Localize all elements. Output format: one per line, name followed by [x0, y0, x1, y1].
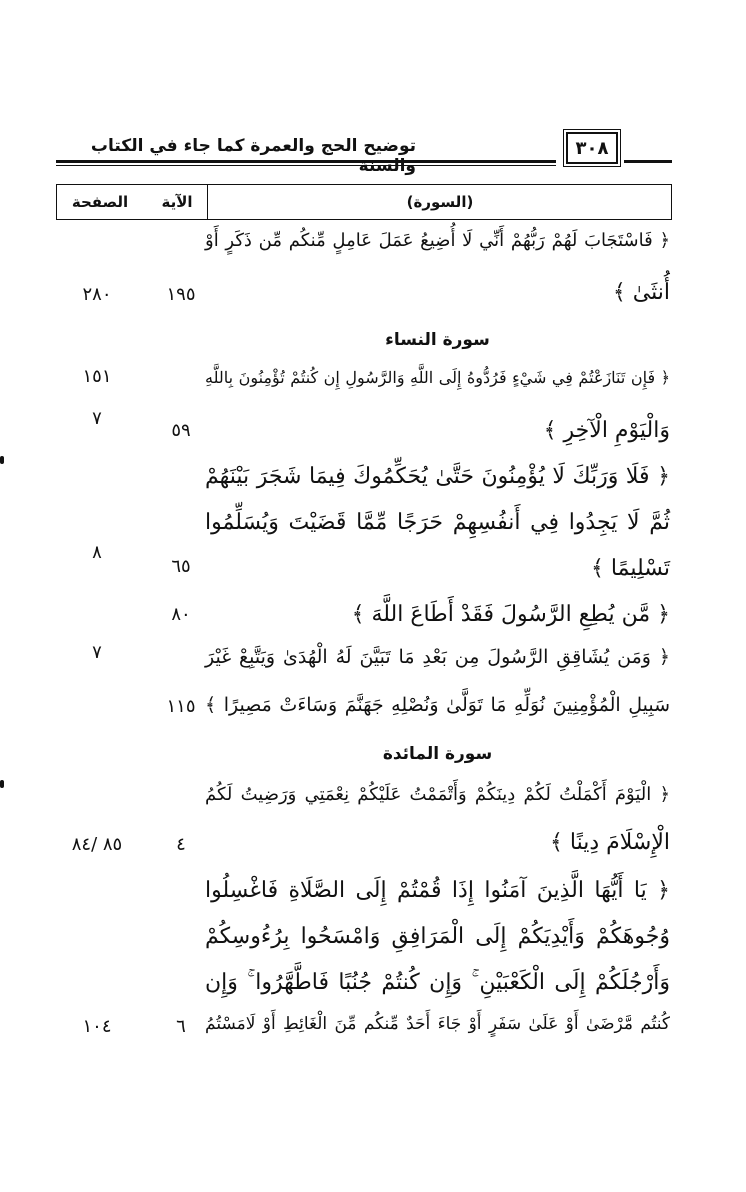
- ayah-number: ٨٠: [171, 604, 191, 625]
- verse-line: ﴿ فَإِن تَنَازَعْتُمْ فِي شَيْءٍ فَرُدُّوهُ إِلَى اللَّهِ وَالرَّسُولِ إِن كُنتُمْ تُؤْمِنُونَ بِاللَّهِ: [205, 368, 670, 387]
- ayah-number: ٤: [176, 834, 186, 855]
- running-header: [56, 132, 672, 176]
- verse-line: وَالْيَوْمِ الْآخِرِ ﴾: [543, 418, 670, 443]
- page-number: ٣٠٨: [566, 132, 618, 164]
- verse-line: ﴿ فَلَا وَرَبِّكَ لَا يُؤْمِنُونَ حَتَّىٰ يُحَكِّمُوكَ فِيمَا شَجَرَ بَيْنَهُمْ: [205, 464, 670, 489]
- ayah-number: ١٩٥: [166, 284, 196, 305]
- surah-column-heading: (السورة): [406, 193, 474, 211]
- verse-line: ﴿ فَاسْتَجَابَ لَهُمْ رَبُّهُمْ أَنِّي لَا أُضِيعُ عَمَلَ عَامِلٍ مِّنكُم مِّن ذَكَرٍ أَوْ: [205, 230, 670, 251]
- ayah-number: ٦٥: [171, 556, 191, 577]
- page-ref: ٨٥ /٨٤: [71, 834, 123, 855]
- ayah-column-heading: الآية: [161, 193, 193, 211]
- ayah-number: ٦: [176, 1016, 186, 1037]
- surah-title-maida: سورة المائدة: [382, 744, 493, 764]
- verse-line: الْإِسْلَامَ دِينًا ﴾: [550, 830, 670, 855]
- page-ref: ١٠٤: [82, 1016, 112, 1037]
- verse-line: ﴿ الْيَوْمَ أَكْمَلْتُ لَكُمْ دِينَكُمْ وَأَتْمَمْتُ عَلَيْكُمْ نِعْمَتِي وَرَضِيتُ لَكُمُ: [205, 784, 670, 805]
- scan-mark: [0, 780, 4, 788]
- verse-line: كُنتُم مَّرْضَىٰ أَوْ عَلَىٰ سَفَرٍ أَوْ جَاءَ أَحَدٌ مِّنكُم مِّنَ الْغَائِطِ أَوْ لَامَسْتُمُ: [205, 1014, 670, 1034]
- header-rule-right: [624, 160, 672, 163]
- page-ref: ٨: [92, 542, 102, 563]
- scan-mark: [0, 456, 4, 464]
- verse-line: ﴿ مَّن يُطِعِ الرَّسُولَ فَقَدْ أَطَاعَ اللَّهَ ﴾: [351, 602, 670, 627]
- verse-line: وُجُوهَكُمْ وَأَيْدِيَكُمْ إِلَى الْمَرَافِقِ وَامْسَحُوا بِرُءُوسِكُمْ: [205, 924, 670, 949]
- verse-line: سَبِيلِ الْمُؤْمِنِينَ نُوَلِّهِ مَا تَوَلَّىٰ وَنُصْلِهِ جَهَنَّمَ وَسَاءَتْ مَصِيرًا ﴾: [205, 694, 670, 716]
- ayah-number: ٥٩: [171, 420, 191, 441]
- page-ref: ٧: [92, 642, 102, 663]
- verse-line: ﴿ وَمَن يُشَاقِقِ الرَّسُولَ مِن بَعْدِ مَا تَبَيَّنَ لَهُ الْهُدَىٰ وَيَتَّبِعْ غَيْرَ: [205, 646, 670, 668]
- page-column-heading: الصفحة: [71, 193, 129, 211]
- verse-line: تَسْلِيمًا ﴾: [591, 556, 670, 581]
- header-rule: [56, 160, 556, 166]
- verse-line: ثُمَّ لَا يَجِدُوا فِي أَنفُسِهِمْ حَرَجًا مِّمَّا قَضَيْتَ وَيُسَلِّمُوا: [205, 510, 670, 535]
- ayah-number: ١١٥: [166, 696, 196, 717]
- verse-line: وَأَرْجُلَكُمْ إِلَى الْكَعْبَيْنِ ۚ وَإِن كُنتُمْ جُنُبًا فَاطَّهَّرُوا ۚ وَإِن: [205, 970, 670, 995]
- page-ref: ٢٨٠: [82, 284, 112, 305]
- table-header: [56, 184, 672, 220]
- verse-line: ﴿ يَا أَيُّهَا الَّذِينَ آمَنُوا إِذَا قُمْتُمْ إِلَى الصَّلَاةِ فَاغْسِلُوا: [205, 878, 670, 903]
- verse-line: أُنثَىٰ ﴾: [612, 280, 670, 305]
- book-title: توضيح الحج والعمرة كما جاء في الكتاب والسنة: [90, 136, 416, 176]
- page-ref: ١٥١: [82, 366, 112, 387]
- surah-title-nisa: سورة النساء: [385, 330, 490, 350]
- page-ref: ٧: [92, 408, 102, 429]
